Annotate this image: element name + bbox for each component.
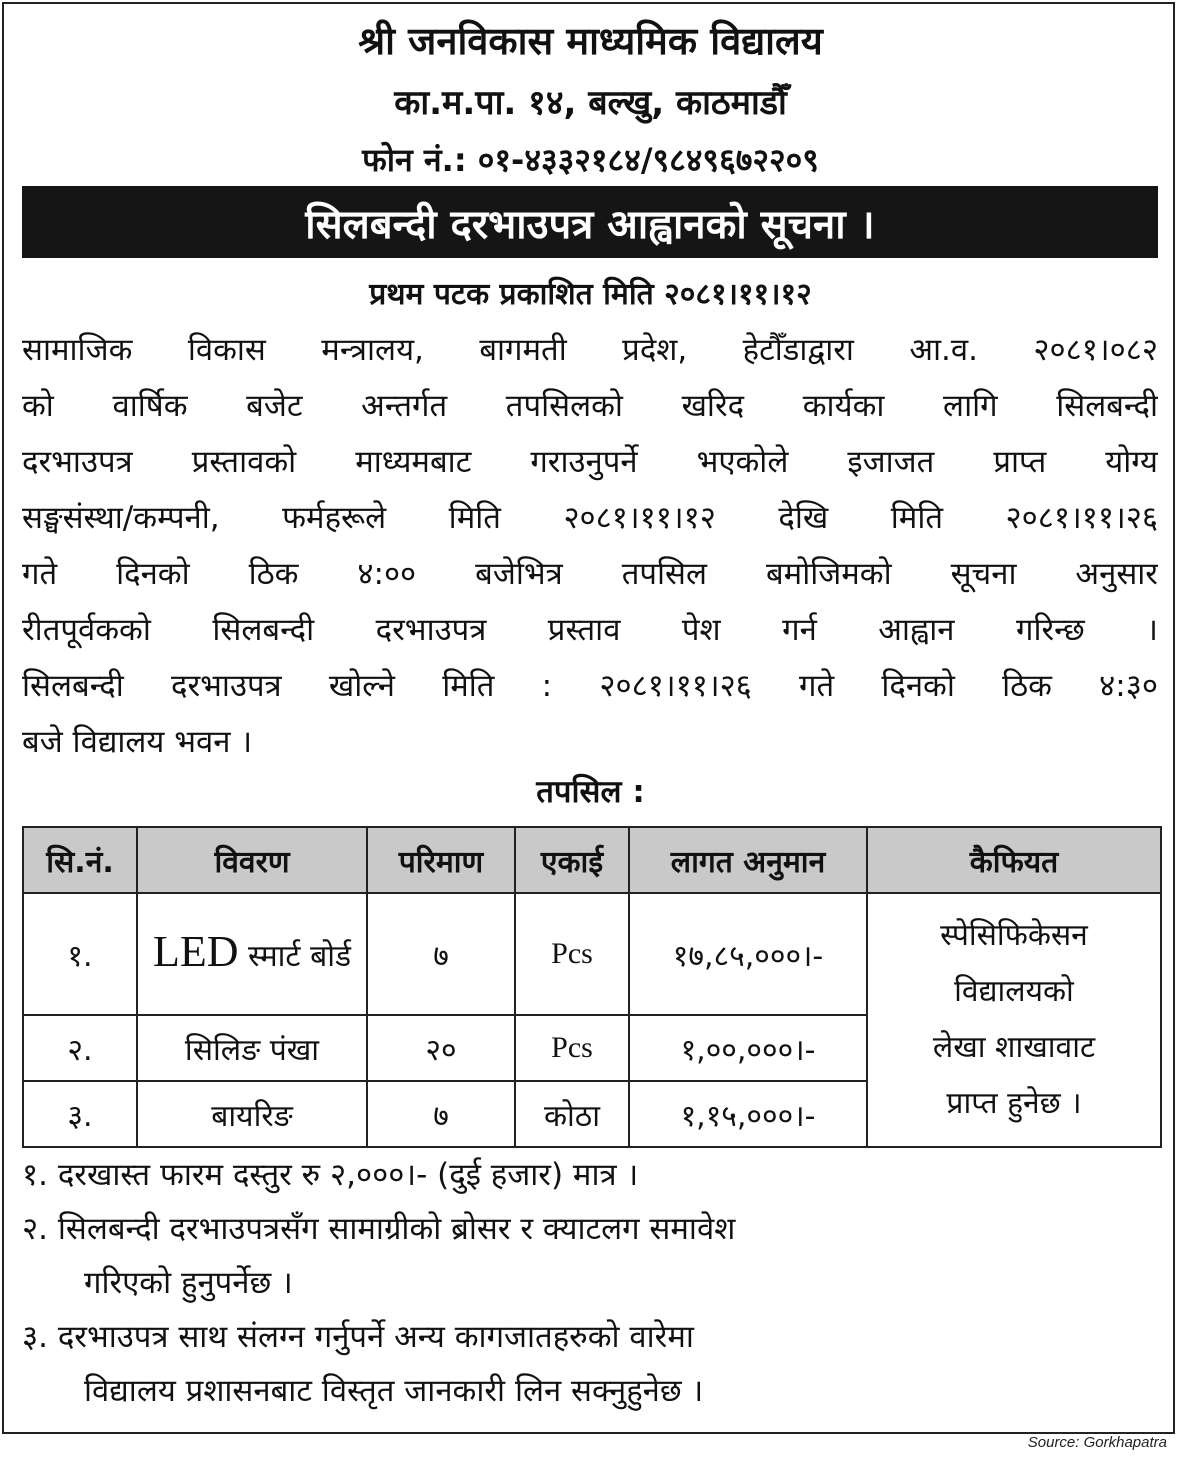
cell-quantity: ७	[367, 893, 515, 1015]
note-item-continuation: विद्यालय प्रशासनबाट विस्तृत जानकारी लिन सक्नुहुनेछ ।	[84, 1373, 704, 1409]
cell-quantity: ७	[367, 1081, 515, 1147]
remarks-line: प्राप्त हुनेछ ।	[946, 1086, 1082, 1121]
cell-cost: १७,८५,०००।-	[629, 893, 867, 1015]
cell-description: बायरिङ	[137, 1081, 367, 1147]
column-header-sn: सि.नं.	[23, 827, 137, 893]
notice-title-banner	[22, 186, 1158, 258]
cell-quantity: २०	[367, 1015, 515, 1081]
cell-sn: १.	[23, 893, 137, 1015]
column-header-cost-estimate: लागत अनुमान	[629, 827, 867, 893]
note-item: ३. दरभाउपत्र साथ संलग्न गर्नुपर्ने अन्य कागजातहरुको वारेमा	[22, 1319, 694, 1355]
column-header-quantity: परिमाण	[367, 827, 515, 893]
body-line: दरभाउपत्र प्रस्तावको माध्यमबाट गराउनुपर्ने भएकोले इजाजत प्राप्त योग्य	[22, 444, 1158, 480]
notes-list	[22, 1148, 1158, 1418]
remarks-line: लेखा शाखावाट	[932, 1030, 1096, 1065]
school-name: श्री जनविकास माध्यमिक विद्यालय	[358, 19, 823, 63]
cell-unit: कोठा	[515, 1081, 629, 1147]
body-line: गते दिनको ठिक ४:०० बजेभित्र तपसिल बमोजिमको सूचना अनुसार	[22, 556, 1158, 592]
body-line: रीतपूर्वकको सिलबन्दी दरभाउपत्र प्रस्ताव पेश गर्न आह्वान गरिन्छ ।	[22, 612, 1158, 648]
cell-sn: ३.	[23, 1081, 137, 1147]
note-item: २. सिलबन्दी दरभाउपत्रसँग सामाग्रीको ब्रोसर र क्याटलग समावेश	[22, 1211, 736, 1247]
column-header-unit: एकाई	[515, 827, 629, 893]
cell-cost: १,००,०००।-	[629, 1015, 867, 1081]
source-credit: Source: Gorkhapatra	[1027, 1434, 1167, 1451]
column-header-remarks: कैफियत	[867, 827, 1161, 893]
body-line: सिलबन्दी दरभाउपत्र खोल्ने मिति : २०८१।११।२६ गते दिनको ठिक ४:३०	[22, 668, 1158, 704]
cell-description	[137, 893, 367, 1015]
school-phone: फोन नं.: ०१-४३३२१८४/९८४९६७२२०९	[362, 141, 819, 179]
remarks-line: विद्यालयको	[954, 974, 1074, 1009]
body-line: बजे विद्यालय भवन ।	[22, 724, 253, 760]
note-item: १. दरखास्त फारम दस्तुर रु २,०००।- (दुई हजार) मात्र ।	[22, 1157, 639, 1193]
column-header-description: विवरण	[137, 827, 367, 893]
body-line: सामाजिक विकास मन्त्रालय, बागमती प्रदेश, हेटौँडाद्वारा आ.व. २०८१।०८२	[22, 332, 1158, 368]
cell-cost: १,१५,०००।-	[629, 1081, 867, 1147]
table-row	[23, 893, 1161, 1015]
cell-unit: Pcs	[515, 893, 629, 1015]
cell-remarks	[867, 893, 1161, 1147]
body-line: को वार्षिक बजेट अन्तर्गत तपसिलको खरिद कार्यका लागि सिलबन्दी	[22, 388, 1158, 424]
schedule-heading: तपसिल :	[536, 774, 645, 810]
cell-description-text: स्मार्ट बोर्ड	[248, 938, 352, 974]
school-address: का.म.पा. १४, बल्खु, काठमाडौँ	[394, 83, 787, 123]
cell-unit: Pcs	[515, 1015, 629, 1081]
table-header-row	[23, 827, 1161, 893]
notice-body	[22, 322, 1158, 770]
schedule-table	[22, 826, 1162, 1148]
cell-sn: २.	[23, 1015, 137, 1081]
cell-description-latin: LED	[152, 926, 239, 976]
note-item-continuation: गरिएको हुनुपर्नेछ ।	[84, 1265, 293, 1301]
remarks-line: स्पेसिफिकेसन	[940, 918, 1088, 953]
body-line: सङ्घसंस्था/कम्पनी, फर्महरूले मिति २०८१।११।१२ देखि मिति २०८१।११।२६	[22, 500, 1158, 536]
publish-date: प्रथम पटक प्रकाशित मिति २०८१।११।१२	[369, 277, 812, 312]
notice-title: सिलबन्दी दरभाउपत्र आह्वानको सूचना ।	[305, 201, 875, 248]
cell-description: सिलिङ पंखा	[137, 1015, 367, 1081]
